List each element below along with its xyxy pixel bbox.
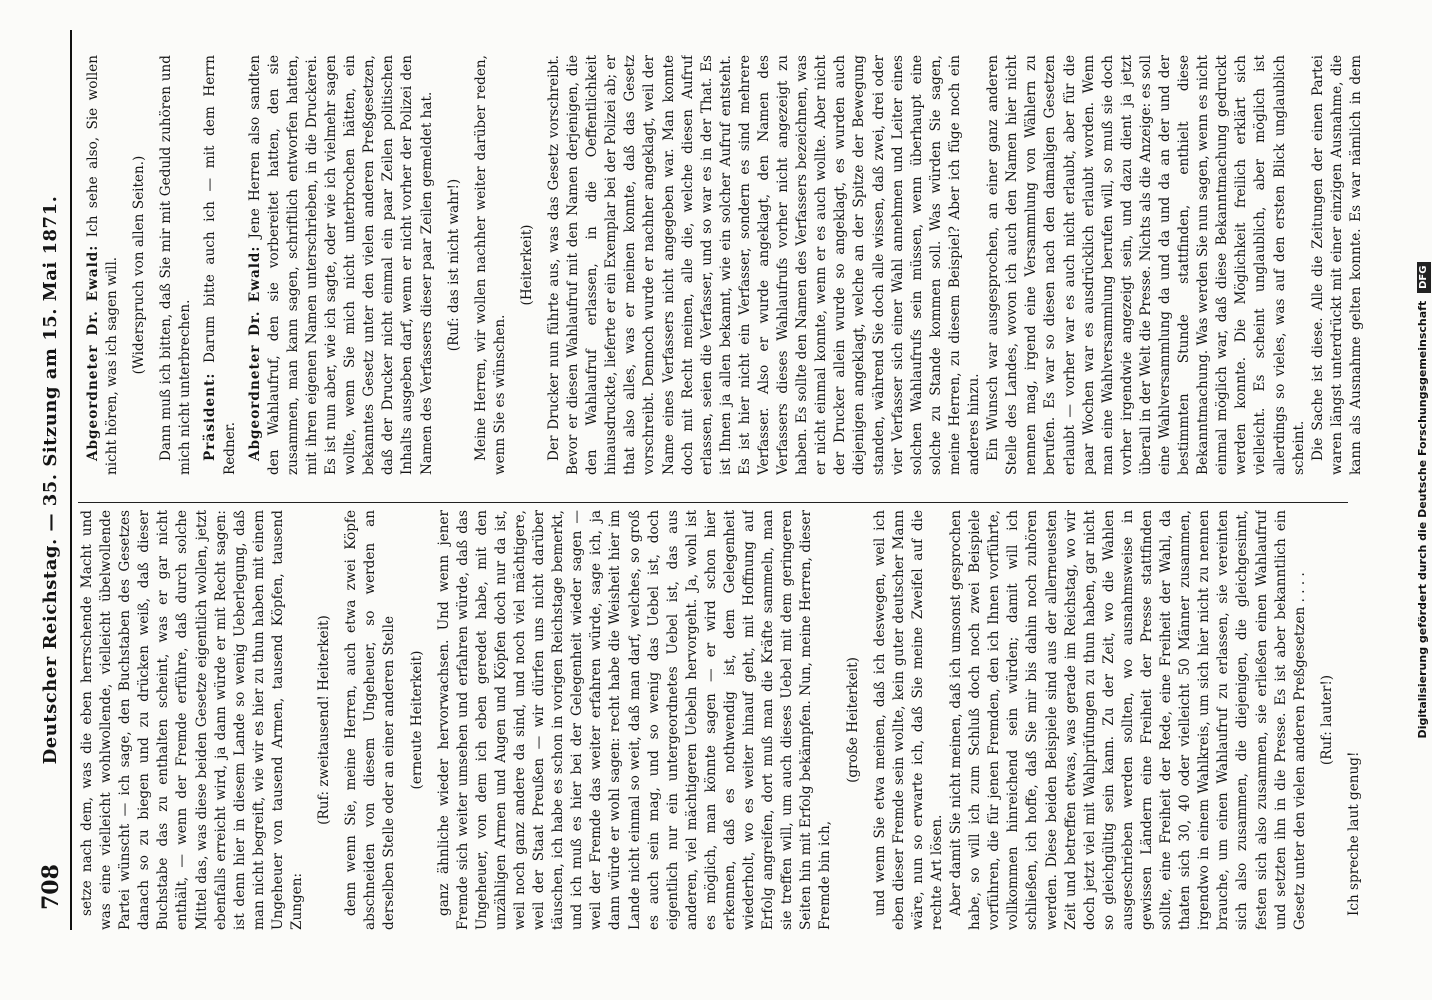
speaker-name: Präsident: [202, 372, 219, 461]
stage-direction: (große Heiterkeit) [844, 657, 861, 783]
speaker-name: Abgeordneter Dr. Ewald: [246, 245, 263, 461]
body-paragraph: Aber damit Sie nicht meinen, daß ich umsonst gesprochen habe, so will ich zum Schluß doch noch zwei Beispiele vorführen, die für jenen Fremden, den ich Ihnen vorführte, vollkommen hinreichend sein würden; damit will ich schließen, ich hoffe, daß Sie mir bis dahin noch zuhören werden. Diese beiden Beispiele sind aus der allerneuesten Zeit und betreffen etwas, was gerade im Reichstag, wo wir doch jetzt viel mit Wahlprüfungen zu thun haben, gar nicht so gleichgültig sein kann. Zu der Zeit, wo die Wahlen ausgeschrieben werden sollten, wo ausnahmsweise in gewissen Ländern eine Freiheit der Presse stattfinden sollte, eine Freiheit der Rede, eine Freiheit der Wahl, da thaten sich 30, 40 oder vielleicht 50 Männer zusammen, irgendwo in einem Wahlkreis, um sich hier nicht zu nennen brauche, um einen Wahlaufruf zu erlassen, sie vereinten sich also zusammen, die diejenigen, die gleichgesinnt, festen sich also zusammen, sie erließen einen Wahlaufruf und setzten ihn in die Presse. Es ist aber bekanntlich ein Gesetz unter den vielen anderen Preßgesetzen . . . . [948, 510, 1308, 930]
speaker-paragraph [246, 55, 437, 475]
speaker-paragraph [201, 55, 239, 475]
body-paragraph: Meine Herren, wir wollen nachher weiter darüber reden, wenn Sie es wünschen. [472, 55, 508, 475]
dfg-logo: DFG [1417, 262, 1431, 293]
speaker-paragraph [84, 55, 122, 475]
column-divider [78, 502, 1348, 503]
stage-direction: (erneute Heiterkeit) [408, 650, 425, 790]
body-paragraph: Ich spreche laut genug! [1345, 751, 1362, 916]
stage-direction: (Ruf: das ist nicht wahr!) [445, 178, 462, 352]
stage-direction: (Ruf: lauter!) [1318, 674, 1335, 766]
body-paragraph: denn wenn Sie, meine Herren, auch etwa zwei Köpfe abschneiden von diesem Ungeheuer, so werden an derselben Stelle oder an einer anderen Stelle [343, 510, 398, 930]
page-number: 708 [38, 864, 64, 910]
body-paragraph: Ein Wunsch war ausgesprochen, an einer ganz anderen Stelle des Landes, wovon ich auch den Namen hier nicht nennen mag, irgend eine Versammlung von Wählern zu berufen. Es war so diesen nach den damaligen Gesetzen erlaubt — vorher war es auch nicht erlaubt, aber für die paar Wochen war es ausdrücklich erlaubt worden. Wenn man eine Wahlversammlung berufen will, so muß sie doch vorher irgendwie angezeigt sein, und dazu dient ja jetzt überall in der Welt die Presse. Nichts als die Anzeige: es soll eine Wahlversammlung da und da und da an der und der bestimmten Stunde stattfinden, enthielt diese Bekanntmachung. Was werden Sie nun sagen, wenn es nicht einmal möglich war, daß diese Bekanntmachung gedruckt werden konnte. Die Möglichkeit freilich erklärt sich vielleicht. Es scheint unglaublich, aber möglich ist allerdings so vieles, was auf den ersten Blick unglaublich scheint. [985, 55, 1307, 475]
left-column [78, 510, 1368, 930]
speech-text: Darum bitte auch ich — mit dem Herrn Redner. [202, 55, 238, 475]
body-paragraph: Dann muß ich bitten, daß Sie mir mit Geduld zuhören und mich nicht unterbrechen. [158, 55, 194, 475]
sidebar-credit [1410, 0, 1432, 1000]
stage-direction: (Widerspruch von allen Seiten.) [131, 155, 148, 375]
page-header [38, 50, 68, 910]
stage-direction: (Ruf: zweitausend! Heiterkeit) [316, 615, 333, 825]
body-paragraph: Der Drucker nun führte aus, was das Gesetz vorschreibt. Bevor er diesen Wahlaufruf mit den Namen derjenigen, die den Wahlaufruf erlassen, in die Oeffentlichkeit hinausdruckte, lieferte er ein Exemplar bei der Polizei ab; er that also alles, was er meinen konnte, daß das Gesetz vorschreibt. Dennoch wurde er nachher angeklagt, weil der Name eines Verfassers nicht angegeben war. Man konnte doch mit Recht meinen, alle die, welche diesen Aufruf erlassen, seien die Verfasser, und so war es in der That. Es ist Ihnen ja allen bekannt, wie ein solcher Aufruf entsteht. Es ist hier nicht ein Verfasser, sondern es sind mehrere Verfasser. Also er wurde angeklagt, den Namen des Verfassers dieses Wahlaufrufs vorher nicht angezeigt zu haben. Es sollte den Namen des Verfassers bezeichnen, was er nicht einmal konnte, wenn er es auch wollte. Aber nicht der Drucker allein wurde so angeklagt, es wurden auch diejenigen angeklagt, welche an der Spitze der Bewegung standen, während Sie doch alle wissen, daß zwei, drei oder vier Verfasser sich einer Wahl annehmen und Leiter eines solchen Wahlaufrufs sein müssen, wenn überhaupt eine solche zu Stande kommen soll. Was würden Sie sagen, meine Herren, zu diesem Beispiel? Aber ich füge noch ein anderes hinzu. [545, 55, 983, 475]
right-column [78, 55, 1368, 475]
body-paragraph: setze nach dem, was die eben herrschende Macht und was eine vielleicht wohlwollende, vielleicht übelwollende Partei wünscht — ich sage, den Buchstaben des Gesetzes danach so zu biegen und zu drücken weiß, daß dieser Buchstabe das zu enthalten scheint, was er gar nicht enthält, — wenn der Fremde erführe, daß durch solche Mittel das, was diese beiden Gesetze eigentlich wollen, jetzt ebenfalls erreicht wird, ja dann würde er mit Recht sagen: ist denn hier in diesem Lande so wenig Ueberlegung, daß man nicht begreift, wie wir es hier zu thun haben mit einem Ungeheuer von tausend Armen, tausend Köpfen, tausend Zungen: [79, 510, 306, 930]
speaker-name: Abgeordneter Dr. Ewald: [85, 244, 101, 461]
body-paragraph: Die Sache ist diese. Alle die Zeitungen der einen Partei waren längst unterdrückt mit einer einzigen Ausnahme, die kann als Ausnahme gelten konnte. Es war nämlich in dem [1309, 55, 1364, 475]
speech-text: Ich sehe also, Sie wollen nicht hören, was ich sagen will. [85, 55, 121, 475]
body-paragraph: und wenn Sie etwa meinen, daß ich deswegen, weil ich eben dieser Fremde sein wollte, kein guter deutscher Mann wäre, nun so erwarte ich, daß Sie meine Zweifel auf die rechte Art lösen. [871, 510, 945, 930]
running-title: Deutscher Reichstag. — 35. Sitzung am 15. Mai 1871. [40, 195, 61, 765]
header-rule [70, 30, 72, 930]
credit-text: Digitalisierung gefördert durch die Deutsche Forschungsgemeinschaft [1416, 300, 1429, 739]
stage-direction: (Heiterkeit) [518, 224, 535, 306]
speech-text: Jene Herren also sandten den Wahlaufruf, den sie vorbereitet hatten, den sie zusammen, man kann sagen, schriftlich entworfen hatten, mit ihren eigenen Namen unterschrieben, in die Druckerei. Es ist nun aber, wie ich sagte, oder wie ich vielmehr sagen wollte, wenn Sie mich nicht unterbrochen hätten, ein bekanntes Gesetz unter den vielen anderen Preßgesetzen, daß der Drucker nicht einmal ein paar Zeilen politischen Inhalts ausgeben darf, wenn er nicht vorher der Polizei den Namen des Verfassers dieser paar Zeilen gemeldet hat. [246, 55, 435, 475]
body-paragraph: ganz ähnliche wieder hervorwachsen. Und wenn jener Fremde sich weiter umsehen und erfahren würde, daß das Ungeheuer, von dem ich eben geredet habe, mit den unzähligen Armen und Augen und Köpfen doch nur da ist, weil noch ganz andere da sind, und noch viel mächtigere, weil der Staat Preußen — wir dürfen uns nicht darüber täuschen, ich habe es schon in vorigen Reichstage bemerkt, und ich muß es hier bei der Gelegenheit wieder sagen — weil der Fremde das weiter erfahren würde, sage ich, ja dann würde er wohl sagen: recht habe die Weisheit hier im Lande nicht einmal so weit, daß man darf, welches, so groß es auch sein mag, und so wenig das Uebel ist, doch eigentlich nur ein untergeordnetes Uebel ist, das aus anderen, viel mächtigeren Uebeln hervorgeht. Ja, wohl ist es möglich, man könnte sagen — er wird schon hier erkennen, daß es nothwendig ist, dem Gelegenheit wiederholt, wo es weiter hinauf geht, mit Hoffnung auf Erfolg angreifen, dort muß man die Kräfte sammeln, man sie treffen will, um auch dieses Uebel mit dem geringeren Seiten hin mit Erfolg bekämpfen. Nun, meine Herren, dieser Fremde bin ich, [435, 510, 834, 930]
